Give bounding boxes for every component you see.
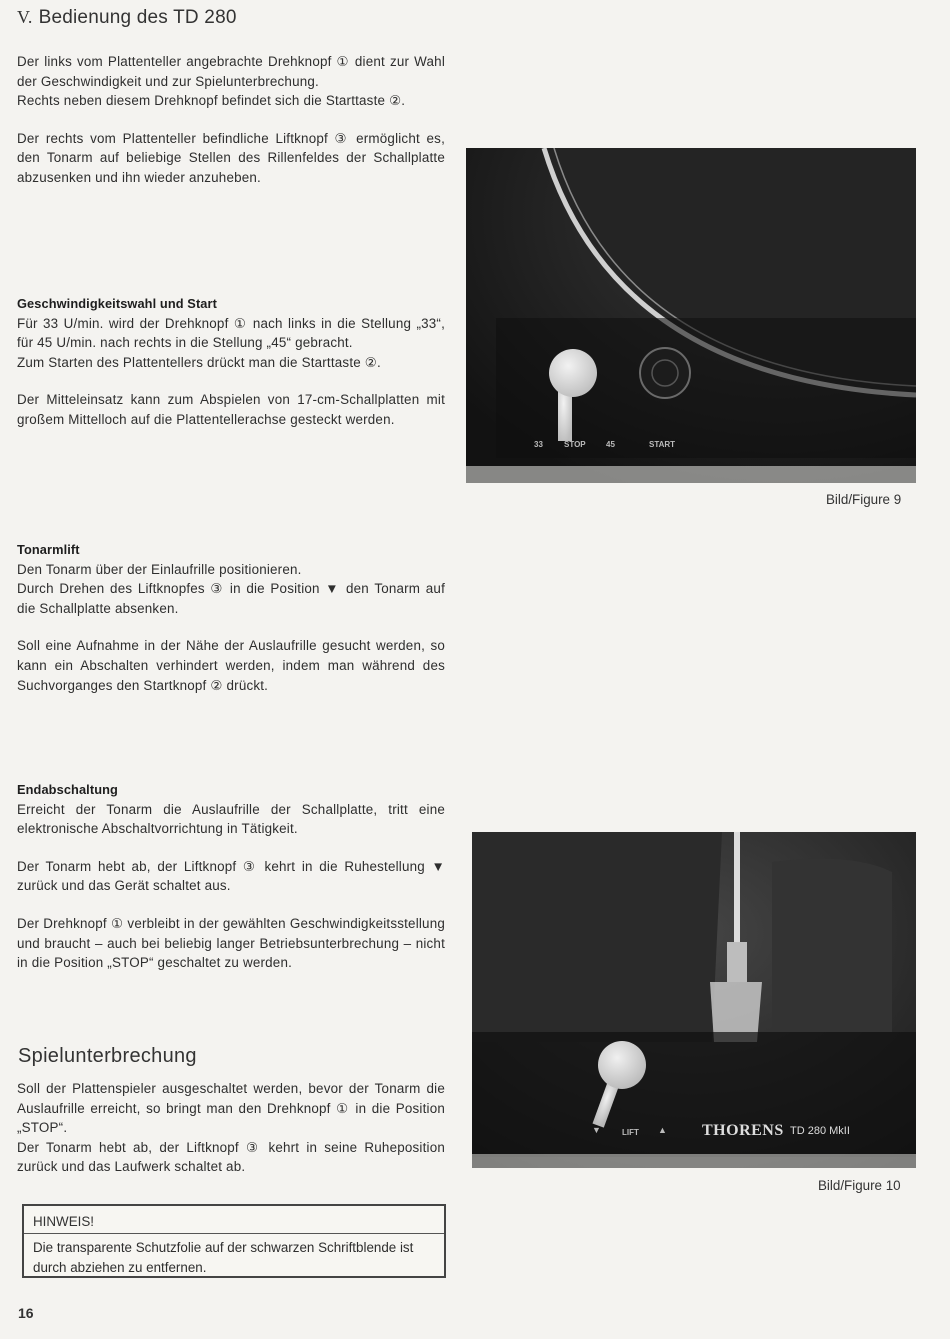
start-label: START [649, 440, 676, 449]
interrupt-paragraph-1: Soll der Plattenspieler ausgeschaltet werden, bevor der Tonarm die Auslaufrille erreicht, so bringt man den Drehknopf ① in die Position „STOP“. [17, 1081, 445, 1136]
interrupt-heading: Spielunterbrechung [18, 1045, 197, 1067]
figure-9-caption: Bild/Figure 9 [826, 492, 902, 507]
speed-paragraph-3: Der Mitteleinsatz kann zum Abspielen von 17-cm-Schallplatten mit großem Mittelloch auf die Plattentellerachse gesteckt werden. [17, 392, 445, 427]
intro-section [17, 52, 445, 188]
endstop-paragraph-2: Der Tonarm hebt ab, der Liftknopf ③ kehrt in die Ruhestellung ▼ zurück und das Gerät schaltet aus. [17, 858, 445, 894]
lift-section [17, 540, 445, 695]
chapter-number: V. [17, 7, 33, 27]
tonearm-lift-illustration [472, 832, 916, 1168]
model-label: TD 280 MkII [790, 1125, 850, 1137]
stop-label: STOP [564, 440, 586, 449]
speed-section [17, 294, 445, 430]
intro-paragraph-1: Der links vom Plattenteller angebrachte Drehknopf ① dient zur Wahl der Geschwindigkeit und zur Spielunterbrechung. [17, 54, 445, 89]
endstop-section [17, 780, 445, 973]
lift-paragraph-2: Durch Drehen des Liftknopfes ③ in die Position ▼ den Tonarm auf die Schallplatte absenken. [17, 581, 445, 616]
note-text: Die transparente Schutzfolie auf der schwarzen Schriftblende ist durch abziehen zu entfernen. [33, 1240, 414, 1275]
lift-paragraph-1: Den Tonarm über der Einlaufrille positionieren. [17, 561, 302, 577]
interrupt-paragraph-2: Der Tonarm hebt ab, der Liftknopf ③ kehrt in seine Ruheposition zurück und das Laufwerk schaltet ab. [17, 1139, 445, 1175]
lift-heading: Tonarmlift [17, 542, 80, 557]
endstop-paragraph-3: Der Drehknopf ① verbleibt in der gewählten Geschwindigkeitsstellung und braucht – auch bei beliebig langer Betriebsunterbrechung – nicht in die Position „STOP“ geschaltet zu werden. [17, 915, 445, 971]
lower-arm-symbol: ▼ [592, 1125, 601, 1135]
endstop-paragraph-1: Erreicht der Tonarm die Auslaufrille der Schallplatte, tritt eine elektronische Abschaltvorrichtung in Tätigkeit. [17, 801, 445, 837]
raise-arm-symbol: ▲ [658, 1125, 667, 1135]
note-heading: HINWEIS! [24, 1206, 444, 1234]
speed-paragraph-2: Zum Starten des Plattentellers drückt man die Starttaste ②. [17, 354, 381, 370]
chapter-title: Bedienung des TD 280 [38, 7, 237, 28]
speed-label-33: 33 [534, 440, 543, 449]
intro-paragraph-2: Rechts neben diesem Drehknopf befindet sich die Starttaste ②. [17, 93, 406, 109]
turntable-controls-illustration [466, 148, 916, 483]
lift-label: LIFT [622, 1128, 639, 1137]
intro-paragraph-3: Der rechts vom Plattenteller befindliche Liftknopf ③ ermöglicht es, den Tonarm auf beliebige Stellen des Rillenfeldes der Schallplatte abzusenken und ihn wieder anzuheben. [17, 130, 445, 185]
brand-logo: THORENS [702, 1122, 784, 1139]
figure-9-photo [466, 148, 916, 483]
endstop-heading: Endabschaltung [17, 782, 118, 797]
interrupt-section [17, 1079, 445, 1177]
figure-10-photo [472, 832, 916, 1168]
lift-paragraph-3: Soll eine Aufnahme in der Nähe der Auslaufrille gesucht werden, so kann ein Abschalten verhindert werden, indem man während des Suchvorganges den Startknopf ② drückt. [17, 638, 445, 693]
note-box [22, 1204, 446, 1278]
speed-paragraph-1: Für 33 U/min. wird der Drehknopf ① nach links in die Stellung „33“, für 45 U/min. nach rechts in die Stellung „45“ gebracht. [17, 315, 445, 351]
page-title [17, 7, 237, 29]
speed-label-45: 45 [606, 440, 615, 449]
speed-heading: Geschwindigkeitswahl und Start [17, 296, 217, 311]
figure-10-caption: Bild/Figure 10 [818, 1178, 901, 1193]
page-number: 16 [18, 1305, 34, 1321]
